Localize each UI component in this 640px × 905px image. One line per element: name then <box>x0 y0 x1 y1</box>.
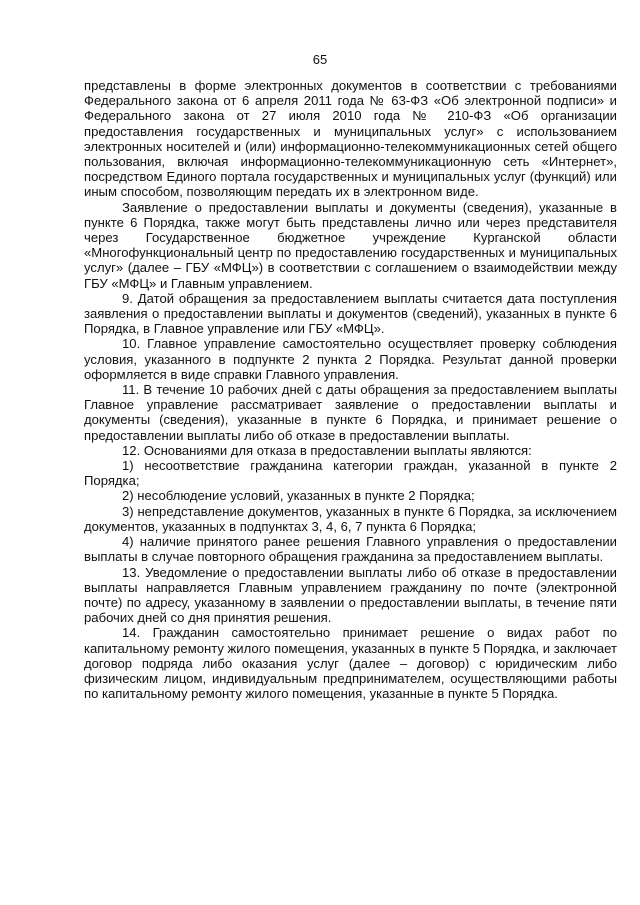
paragraph-12-item-2: 2) несоблюдение условий, указанных в пункте 2 Порядка; <box>122 488 475 504</box>
paragraph-14: 14. Гражданин самостоятельно принимает решение о видах работ по капитальному ремонту жилого помещения, указанных в пункте 5 Порядка, и заключает договор подряда либо оказания услуг (далее – договор) с юридическим либо физическим лицом, индивидуальным предпринимателем, осуществляющими работы по капитальному ремонту жилого помещения, указанные в пункте 5 Порядка. <box>84 625 618 702</box>
paragraph-12-item-3: 3) непредставление документов, указанных в пункте 6 Порядка, за исключением документов, указанных в подпунктах 3, 4, 6, 7 пункта 6 Порядка; <box>84 503 617 534</box>
document-body <box>84 78 617 701</box>
paragraph-continuation: представлены в форме электронных документов в соответствии с требованиями Федерального закона от 6 апреля 2011 года № 63-ФЗ «Об электронной подписи» и Федерального закона от 27 июля 2010 года № 210-ФЗ «Об организации предоставления государственных и муниципальных услуг» с использованием электронных носителей и (или) информационно-телекоммуникационных сетей общего пользования, включая информационно-телекоммуникационную сеть «Интернет», посредством Единого портала государственных и муниципальных услуг (функций) или иным способом, позволяющим передать их в электронном виде. <box>84 78 617 200</box>
paragraph-10: 10. Главное управление самостоятельно осуществляет проверку соблюдения условия, указанного в подпункте 2 пункта 2 Порядка. Результат данной проверки оформляется в виде справки Главного управления. <box>84 336 617 382</box>
paragraph-13: 13. Уведомление о предоставлении выплаты либо об отказе в предоставлении выплаты направляется Главным управлением гражданину по почте (электронной почте) по адресу, указанному в заявлении о предоставлении выплаты, в течение пяти рабочих дней со дня принятия решения. <box>84 564 617 626</box>
paragraph-12-item-4: 4) наличие принятого ранее решения Главного управления о предоставлении выплаты в случае повторного обращения гражданина за предоставлением выплаты. <box>84 534 617 565</box>
paragraph-9: 9. Датой обращения за предоставлением выплаты считается дата поступления заявления о предоставлении выплаты и документов (сведений), указанных в пункте 6 Порядка, в Главное управление или ГБУ «МФЦ». <box>84 290 617 337</box>
paragraph-12: 12. Основаниями для отказа в предоставлении выплаты являются: <box>122 442 532 458</box>
paragraph-mfc: Заявление о предоставлении выплаты и документы (сведения), указанные в пункте 6 Порядка, также могут быть представлены лично или через представителя через Государственное бюджетное учреждение Курганской области «Многофункциональный центр по предоставлению государственных и муниципальных услуг» (далее – ГБУ «МФЦ») в соответствии с соглашением о взаимодействии между ГБУ «МФЦ» и Главным управлением. <box>84 199 617 291</box>
paragraph-11: 11. В течение 10 рабочих дней с даты обращения за предоставлением выплаты Главное управление рассматривает заявление о предоставлении выплаты и документы (сведения), указанные в пункте 6 Порядка, и принимает решение о предоставлении выплаты либо об отказе в предоставлении выплаты. <box>84 382 617 443</box>
paragraph-12-item-1: 1) несоответствие гражданина категории граждан, указанной в пункте 2 Порядка; <box>84 458 617 489</box>
page-number: 65 <box>312 52 328 67</box>
